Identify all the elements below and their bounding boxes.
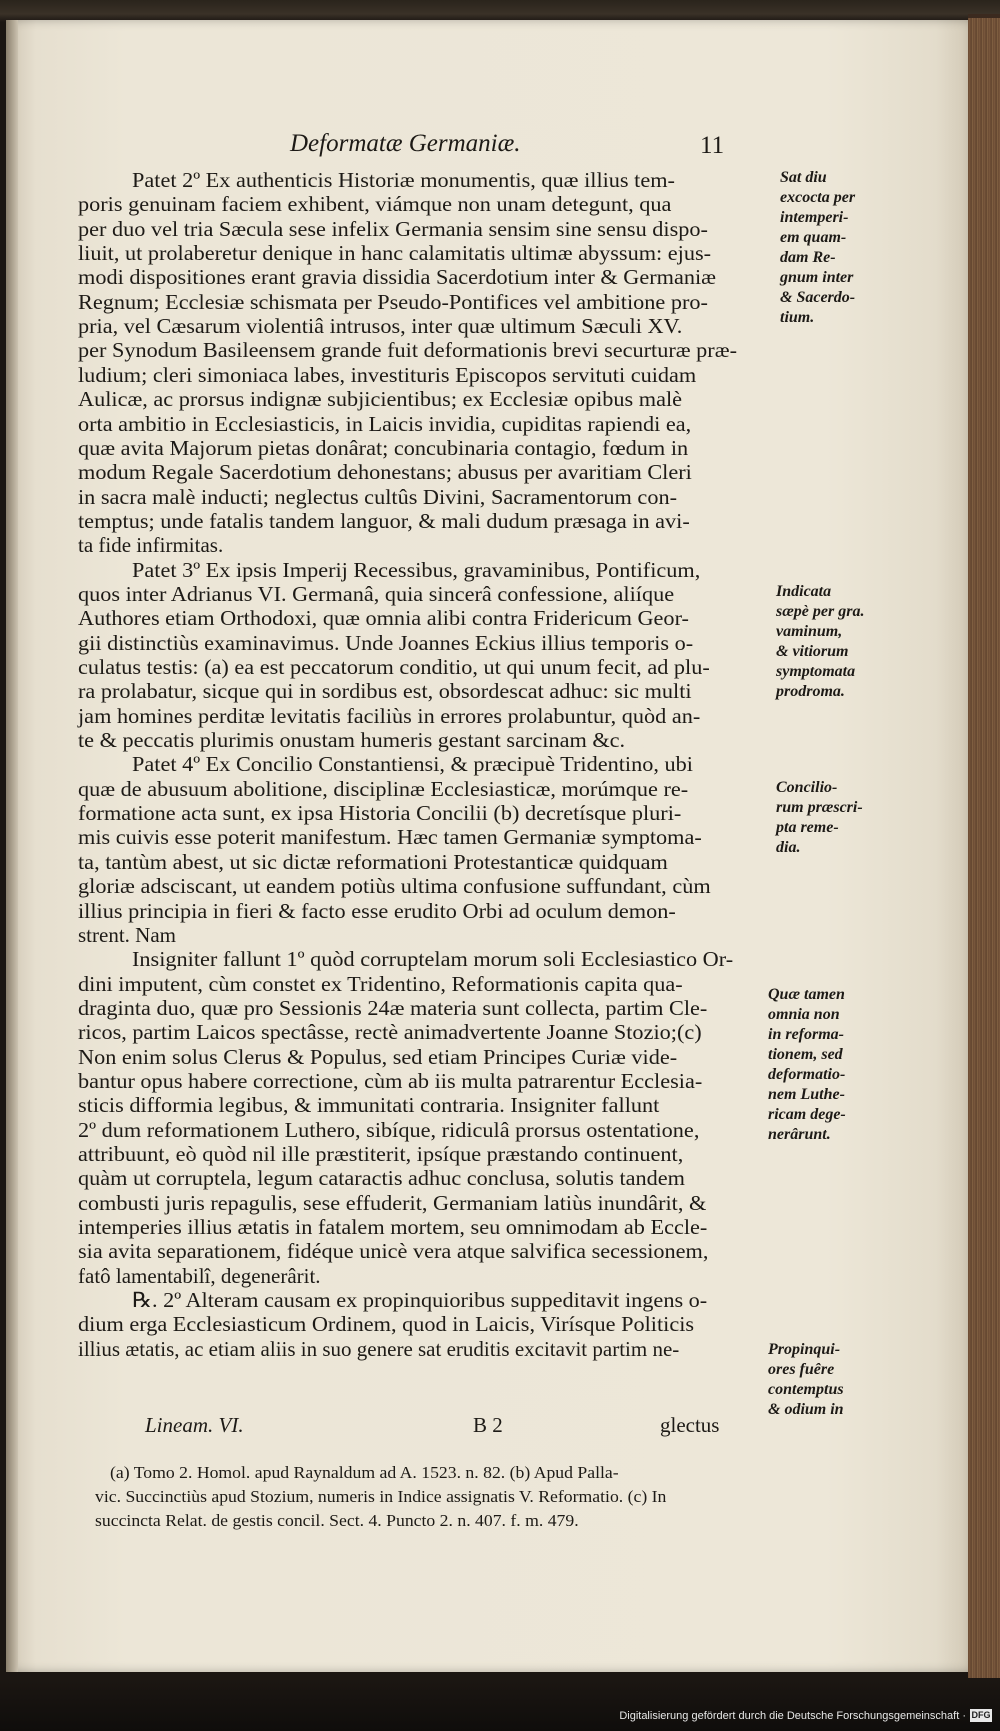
marginal-note-line: pta reme- [776,819,839,836]
marginal-note-line: Concilio- [776,779,838,796]
text-line: temptus; unde fatalis tandem languor, & mali dudum præsaga in avi- [78,508,690,533]
signature-line-left: Lineam. VI. [145,1413,244,1437]
text-line: in sacra malè inducti; neglectus cultûs Divini, Sacramentorum con- [78,484,677,509]
marginal-note-line: deformatio- [768,1066,846,1083]
catchword: glectus [660,1413,720,1437]
marginal-note-line: dam Re- [780,249,836,266]
text-line: ℞. 2º Alteram causam ex propinquioribus suppeditavit ingens o- [132,1288,708,1313]
text-line: ludium; cleri simoniaca labes, investituris Episcopos servituti cuidam [78,362,697,387]
text-line: dini imputent, cùm constet ex Tridentino, Reformationis capita qua- [78,971,683,996]
marginal-note-line: ores fuêre [768,1361,835,1378]
text-line: liuit, ut prolaberetur denique in hanc calamitatis ultimæ abyssum: ejus- [78,241,712,266]
marginal-note-line: tium. [780,309,815,326]
text-line: quàm ut corruptela, legum cataractis adhuc conclusa, solutis tandem [78,1166,685,1191]
text-line: Insigniter fallunt 1º quòd corruptelam morum soli Ecclesiastico Or- [132,947,734,972]
text-line: 2º dum reformationem Luthero, sibíque, ridiculâ prorsus ostentatione, [78,1117,700,1142]
text-line: te & peccatis plurimis onustam humeris gestant sarcinam &c. [78,728,626,753]
text-line: quæ de abusuum abolitione, disciplinæ Ecclesiasticæ, morúmque re- [78,776,689,801]
marginal-note-line: ricam dege- [768,1106,846,1123]
text-line: pria, vel Cæsarum violentiâ intrusos, inter quæ ultimum Sæculi XV. [78,314,683,339]
text-line: ra prolabatur, sicque qui in sordibus est, obsordescat adhuc: sic multi [78,679,692,704]
marginal-note-line: & vitiorum [776,643,849,660]
marginal-note-line: & odium in [768,1401,844,1418]
text-line: sticis difformia legibus, & immunitati contraria. Insigniter fallunt [78,1093,660,1118]
marginal-note-line: Quæ tamen [768,986,845,1003]
signature-mark: B 2 [473,1413,503,1437]
marginal-note-line: gnum inter [780,269,854,286]
text-line: modi dispositiones erant gravia dissidia Sacerdotium inter & Germaniæ [78,265,717,290]
text-line: ta fide infirmitas. [78,533,224,558]
footnote-line: vic. Succinctiùs apud Stozium, numeris in Indice assignatis V. Reformatio. (c) In [95,1487,667,1506]
text-line: Patet 2º Ex authenticis Historiæ monumentis, quæ illius tem- [132,168,675,192]
text-line: illius ætatis, ac etiam aliis in suo genere sat eruditis excitavit partim ne- [78,1336,680,1361]
text-line: combusti juris repagulis, sese effuderit, Germaniam latiùs inundârit, & [78,1190,707,1215]
marginal-note-line: prodroma. [776,683,845,700]
digitization-credit: Digitalisierung gefördert durch die Deutsche Forschungsgemeinschaft · [619,1710,966,1722]
text-line: per Synodum Basileensem grande fuit deformationis brevi securturæ præ- [78,338,737,363]
text-line: quæ avita Majorum pietas donârat; concubinaria contagio, fœdum in [78,435,689,460]
marginal-note-line: tionem, sed [768,1046,843,1063]
marginal-note-line: Indicata [776,583,832,600]
text-line: ta, tantùm abest, ut sic dictæ reformationi Protestanticæ quidquam [78,849,668,874]
marginal-note-line: rum præscri- [776,799,863,816]
marginal-note-line: em quam- [780,229,847,246]
text-line: illius principia in fieri & facto esse erudito Orbi ad oculum demon- [78,898,676,923]
text-line: strent. Nam [78,922,176,947]
running-title: Deformatæ Germaniæ. [290,130,521,157]
marginal-note-line: & Sacerdo- [780,289,856,306]
text-line: dium erga Ecclesiasticum Ordinem, quod in Laicis, Virísque Politicis [78,1312,695,1337]
text-line: mis cuivis esse poterit manifestum. Hæc tamen Germaniæ symptoma- [78,825,702,850]
text-line: fatô lamentabilî, degenerârit. [78,1263,321,1288]
text-line: per duo vel tria Sæcula sese infelix Germania sensim sine sensu dispo- [78,216,708,241]
text-line: formatione acta sunt, ex ipsa Historia Concilii (b) decretísque pluri- [78,801,682,826]
text-line: Regnum; Ecclesiæ schismata per Pseudo-Pontifices vel ambitione pro- [78,289,708,314]
text-line: bantur opus habere correctione, cùm ab iis multa patrarentur Ecclesia- [78,1068,703,1093]
marginal-note-line: excocta per [780,189,856,206]
text-line: attribuunt, eò quòd nil ille præstiterit, ipsíque præstando continuent, [78,1142,684,1166]
text-line: sia avita separationem, fidéque unicè vera atque salvifica secessionem, [78,1239,709,1264]
footnote-line: (a) Tomo 2. Homol. apud Raynaldum ad A. 1523. n. 82. (b) Apud Palla- [110,1463,619,1482]
marginal-note-line: in reforma- [768,1026,844,1043]
text-line: ricos, partim Laicos spectâsse, rectè animadvertente Joanne Stozio;(c) [78,1020,702,1045]
text-line: jam homines perditæ levitatis faciliùs in errores prolabuntur, quòd an- [78,703,701,728]
text-line: Authores etiam Orthodoxi, quæ omnia alibi contra Fridericum Geor- [78,606,689,631]
page-gutter [6,20,18,1672]
text-line: quos inter Adrianus VI. Germanâ, quia sincerâ confessione, aliíque [78,581,675,606]
marginal-note-line: intemperi- [780,209,849,226]
text-line: orta ambitio in Ecclesiasticis, in Laicis invidia, cupiditas rapiendi ea, [78,411,692,436]
marginal-note-line: sæpè per gra. [776,603,865,620]
dfg-logo: DFG [971,1710,991,1720]
marginal-note-line: vaminum, [776,623,843,640]
text-line: poris genuinam faciem exhibent, viámque non unam detegunt, qua [78,192,672,217]
marginal-note-line: dia. [776,839,801,856]
page-number: 11 [700,132,725,159]
marginal-note-line: nerârunt. [768,1126,831,1143]
marginal-note-line: omnia non [768,1006,840,1023]
text-line: culatus testis: (a) ea est peccatorum conditio, ut qui unum fecit, ad plu- [78,655,710,679]
text-line: gloriæ adsciscant, ut eandem potiùs ultima confusione suffundant, cùm [78,874,711,899]
text-line: Non enim solus Clerus & Populus, sed etiam Principes Curiæ vide- [78,1044,678,1069]
text-line: draginta duo, quæ pro Sessionis 24æ materia sunt collecta, partim Cle- [78,995,708,1020]
text-line: modum Regale Sacerdotium dehonestans; abusus per avaritiam Cleri [78,460,692,485]
text-line: intemperies illius ætatis in fatalem mortem, seu omnimodam ab Eccle- [78,1215,708,1240]
marginal-note-line: Sat diu [780,169,827,186]
text-line: Patet 4º Ex Concilio Constantiensi, & præcipuè Tridentino, ubi [132,752,693,777]
text-line: Patet 3º Ex ipsis Imperij Recessibus, gravaminibus, Pontificum, [132,557,701,582]
marginal-note-line: contemptus [768,1381,844,1398]
marginal-note-line: Propinqui- [768,1341,841,1358]
book-fore-edge [968,18,1000,1678]
text-line: Aulicæ, ac prorsus indignæ subjicientibus; ex Ecclesiæ opibus malè [78,387,683,412]
text-line: gii distinctiùs examinavimus. Unde Joannes Eckius illius temporis o- [78,630,694,655]
footnote-line: succincta Relat. de gestis concil. Sect. 4. Puncto 2. n. 407. f. m. 479. [95,1511,579,1530]
marginal-note-line: symptomata [776,663,856,680]
marginal-note-line: nem Luthe- [768,1086,845,1103]
